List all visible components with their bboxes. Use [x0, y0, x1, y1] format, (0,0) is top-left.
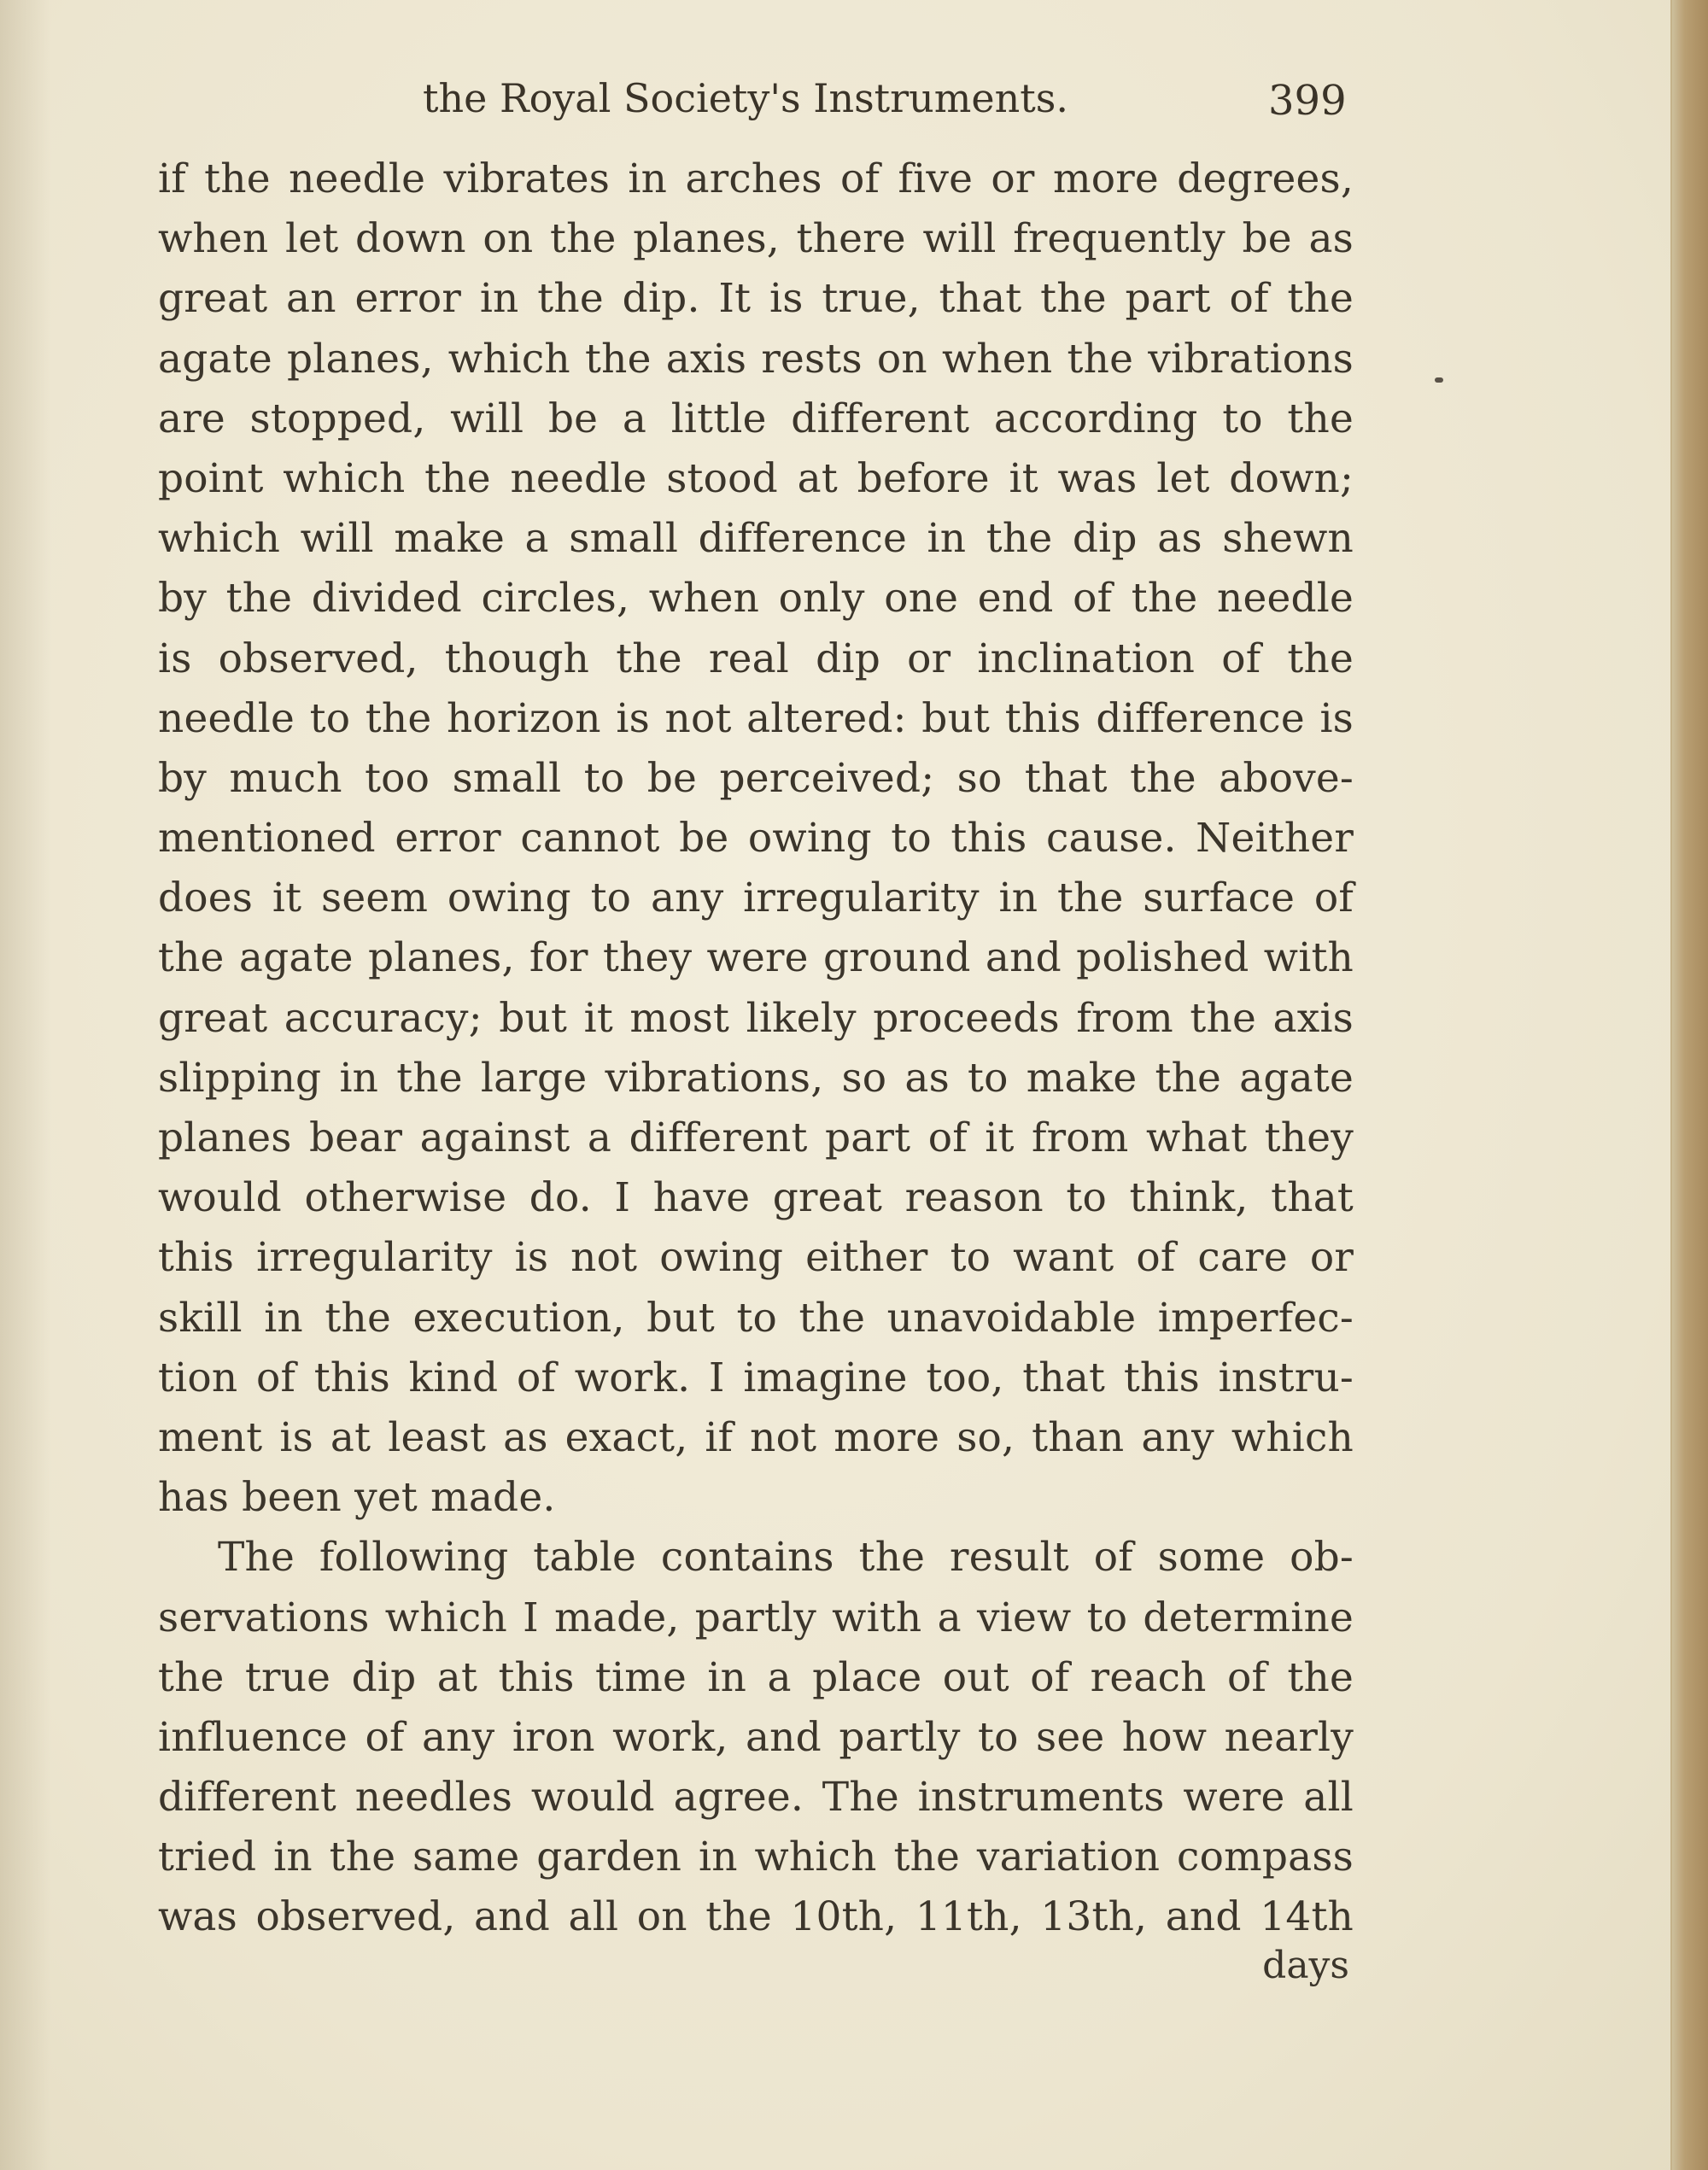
text-line: great an error in the dip. It is true, that the part of the: [158, 275, 1354, 323]
text-line: if the needle vibrates in arches of five or more degrees,: [158, 155, 1354, 202]
text-line: are stopped, will be a little different according to the: [158, 395, 1354, 442]
text-line: has been yet made.: [158, 1474, 556, 1522]
text-line: does it seem owing to any irregularity in the surface of: [158, 874, 1354, 922]
text-line: different needles would agree. The instruments were all: [158, 1774, 1354, 1822]
page-edge: [1670, 0, 1708, 2170]
running-head: [158, 67, 1354, 143]
text-line: The following table contains the result of some ob-: [218, 1534, 1354, 1582]
text-line: would otherwise do. I have great reason to think, that: [158, 1174, 1354, 1222]
text-line: was observed, and all on the 10th, 11th, 13th, and 14th: [158, 1893, 1354, 1941]
text-line: which will make a small difference in the dip as shewn: [158, 515, 1354, 563]
text-line: point which the needle stood at before it was let down;: [158, 454, 1354, 502]
page-number: 399: [1268, 77, 1347, 125]
text-line: ment is at least as exact, if not more so, than any which: [158, 1413, 1354, 1461]
text-line: by much too small to be perceived; so that the above-: [158, 754, 1354, 802]
text-line: skill in the execution, but to the unavoidable imperfec-: [158, 1294, 1354, 1342]
text-line: needle to the horizon is not altered: but this difference is: [158, 694, 1354, 742]
text-line: is observed, though the real dip or inclination of the: [158, 635, 1354, 682]
text-line: by the divided circles, when only one end of the needle: [158, 575, 1354, 623]
catchword: days: [1262, 1944, 1349, 1987]
text-line: servations which I made, partly with a view to determine: [158, 1594, 1354, 1641]
text-line: great accuracy; but it most likely proceeds from the axis: [158, 994, 1354, 1042]
text-line: planes bear against a different part of it from what they: [158, 1114, 1354, 1161]
text-line: influence of any iron work, and partly to see how nearly: [158, 1713, 1354, 1761]
text-line: when let down on the planes, there will frequently be as: [158, 215, 1354, 263]
text-line: this irregularity is not owing either to want of care or: [158, 1234, 1354, 1282]
text-line: the true dip at this time in a place out of reach of the: [158, 1653, 1354, 1701]
body-text: [158, 149, 1354, 1948]
text-line: agate planes, which the axis rests on when the vibrations: [158, 335, 1354, 383]
text-line: tion of this kind of work. I imagine too, that this instru-: [158, 1354, 1354, 1401]
running-title: the Royal Society's Instruments.: [423, 75, 1068, 121]
text-line: slipping in the large vibrations, so as to make the agate: [158, 1054, 1354, 1102]
text-line: the agate planes, for they were ground and polished with: [158, 934, 1354, 982]
text-line: mentioned error cannot be owing to this cause. Neither: [158, 815, 1354, 863]
text-line: tried in the same garden in which the variation compass: [158, 1834, 1354, 1881]
ink-speck: [1435, 377, 1443, 383]
